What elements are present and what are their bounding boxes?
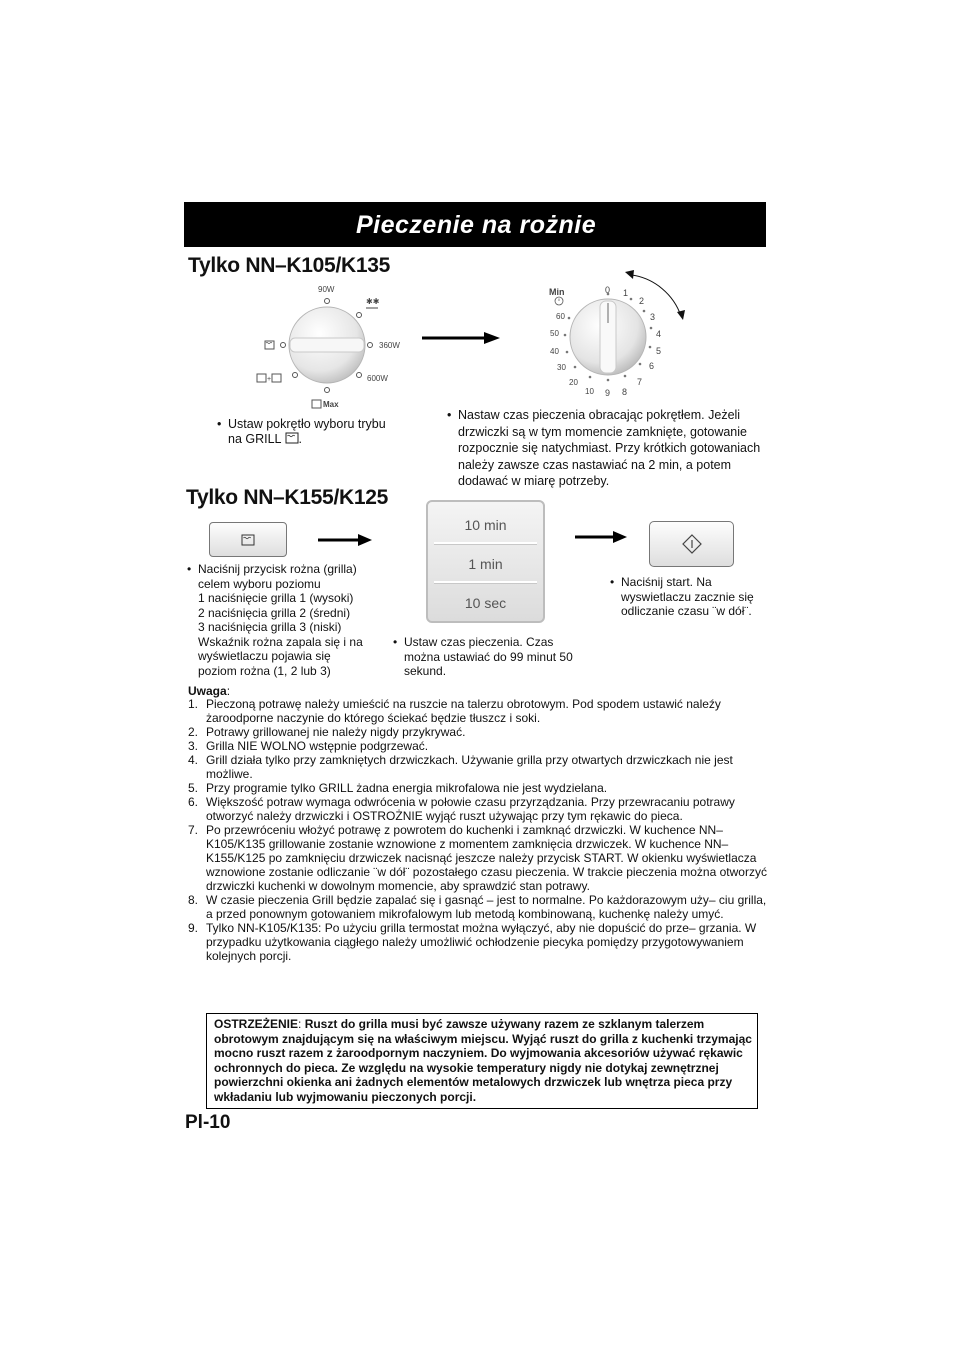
tick-9: 9 [605, 388, 611, 398]
timer-dial [545, 268, 695, 403]
start-icon [681, 533, 703, 555]
note-item: 7. Po przewróceniu włożyć potrawę z powrotem do kuchenki i zamknąć drzwiczki. W kuchence NN–K105/K135 grillowanie zostanie wznowione z momentem zamknięcia drzwiczek. W kuchence NN–K155/K125 po zamknięciu drzwiczek nacisnąć jeszcze należy przycisk START. W okienku wyświetlacza wznowione zostanie odliczanie ¨w dół¨ pozostałego czasu pieczenia. W trakcie pieczenia można otworzyć drzwiczki kuchenki w dowolnym momencie, aby sprawdzić stan potrawy. [188, 823, 767, 893]
one-minute-button[interactable]: 1 min [468, 556, 503, 572]
timer-unit-label: Min [549, 287, 565, 297]
defrost-icon [366, 297, 380, 308]
time-setting-panel [426, 500, 545, 623]
k105-step1-text: • Ustaw pokrętło wyboru trybu na GRILL . [217, 417, 386, 446]
svg-text:✱✱: ✱✱ [366, 297, 380, 306]
tick-8: 8 [622, 387, 628, 397]
note-item: 2. Potrawy grillowanej nie należy nigdy przykrywać. [188, 725, 466, 739]
tick-0: 0 [605, 285, 611, 295]
note-item: 8. W czasie pieczenia Grill będzie zapalać się i gasnąć – jest to normalne. Po każdorazowym uży– ciu grilla, a przed ponownym gotowaniem mikrofalowym lub metodą kombinowaną, kuchenkę należy umyć. [188, 893, 767, 921]
tick-2: 2 [639, 296, 645, 306]
dial1-label-600w: 600W [367, 374, 388, 383]
page-title: Pieczenie na rożnie [356, 211, 597, 239]
section-title-k155: Tylko NN–K155/K125 [186, 486, 388, 509]
grill-icon [285, 432, 299, 444]
tick-4: 4 [656, 329, 662, 339]
k155-step1-text: • Naciśnij przycisk rożna (grilla) celem wyboru poziomu 1 naciśnięcie grilla 1 (wysoki) 2 naciśnięcia grilla 2 (średni) 3 naciśnięcia grilla 3 (niski) Wskaźnik rożna zapala się i na wyświetlaczu pojawia się poziom rożna (1, 2 lub 3) [187, 562, 363, 678]
tick-6: 6 [649, 361, 655, 371]
tick-5: 5 [656, 346, 662, 356]
warning-label: OSTRZEŻENIE [214, 1017, 299, 1031]
k155-step2-text: • Ustaw czas pieczenia. Czas można ustawiać do 99 minut 50 sekund. [393, 635, 573, 678]
tick-40: 40 [550, 347, 559, 356]
note-item: 4. Grill działa tylko przy zamkniętych drzwiczkach. Używanie grilla przy otwartych drzwiczkach nie jest możliwe. [188, 753, 733, 781]
grill-icon [241, 534, 255, 546]
svg-text:+: + [267, 376, 272, 383]
section-title-k105: Tylko NN–K105/K135 [188, 254, 390, 277]
page-number: Pl-10 [185, 1112, 231, 1133]
mode-selector-dial [250, 282, 410, 412]
grill-button[interactable] [209, 522, 287, 557]
dial1-label-360w: 360W [379, 341, 400, 350]
tick-60: 60 [556, 312, 565, 321]
title-banner [184, 202, 766, 247]
notes-list [188, 697, 773, 963]
note-item: 9. Tylko NN-K105/K135: Po użyciu grilla termostat można wyłączyć, aby nie dopuścić do prze– grzania. W przypadku użytkowania ciągłego należy umożliwić ochłodzenie piecyka pomiędzy przygotowywaniem kolejnych porcji. [188, 921, 757, 963]
ten-minute-button[interactable]: 10 min [464, 517, 507, 533]
arrow-right-icon [422, 330, 502, 346]
note-item: 3. Grilla NIE WOLNO wstępnie podgrzewać. [188, 739, 429, 753]
note-item: 5. Przy programie tylko GRILL żadna energia mikrofalowa nie jest wydzielana. [188, 781, 608, 795]
combination-icon [257, 374, 281, 383]
microwave-icon [312, 400, 321, 408]
tick-1: 1 [623, 288, 629, 298]
tick-20: 20 [569, 378, 578, 387]
tick-50: 50 [550, 329, 559, 338]
k155-step3-text: • Naciśnij start. Na wyswietlaczu zacznie się odliczanie czasu ¨w dół¨. [610, 575, 754, 618]
k105-step2-text: • Nastaw czas pieczenia obracając pokrętłem. Jeżeli drzwiczki są w tym momencie zamknięte, gotowanie rozpocznie się natychmiast. Przy krótkich gotowaniach należy zawsze czas nastawiać na 2 min, a potem dodawać w miarę potrzeby. [447, 408, 761, 488]
arrow-right-icon [575, 529, 631, 545]
arrow-right-icon [318, 532, 374, 548]
start-button[interactable] [649, 521, 734, 567]
tick-7: 7 [637, 377, 643, 387]
dial1-label-90w: 90W [318, 285, 335, 294]
warning-text: Ruszt do grilla musi być zawsze używany razem ze szklanym talerzem obrotowym znajdującym się na właściwym miejscu. Wyjąć ruszt do grilla z kuchenki trzymając mocno ruszt razem z żaroodpornym naczyniem. Do wyjmowania akcesoriów używać rękawic ochronnych do pieca. Ze względu na wysokie temperatury nigdy nie dotykaj zewnętrznej powierzchni okienka ani żadnych elementów metalowych drzwiczek lub wnętrza pieca przy wkładaniu lub wyjmowaniu pieczonych porcji. [214, 1017, 752, 1104]
clock-icon [555, 297, 563, 305]
tick-10: 10 [585, 387, 594, 396]
ten-second-button[interactable]: 10 sec [464, 595, 507, 611]
dial1-label-max: Max [323, 400, 339, 409]
note-item: 6. Większość potraw wymaga odwrócenia w połowie czasu przyrządzania. Przy przewracaniu potrawy otworzyć należy drzwiczki i OSTROŻNIE wyjąć ruszt używając przy tym rękawic do pieca. [188, 795, 735, 823]
tick-3: 3 [650, 312, 656, 322]
tick-30: 30 [557, 363, 566, 372]
warning-box: OSTRZEŻENIE: Ruszt do grilla musi być zawsze używany razem ze szklanym talerzem obrotowym znajdującym się na właściwym miejscu. Wyjąć ruszt do grilla z kuchenki trzymając mocno ruszt razem z żaroodpornym naczyniem. Do wyjmowania akcesoriów używać rękawic ochronnych do pieca. Ze względu na wysokie temperatury nigdy nie dotykaj zewnętrznej powierzchni okienka ani żadnych elementów metalowych drzwiczek lub wnętrza pieca przy wkładaniu lub wyjmowaniu pieczonych porcji. [206, 1013, 758, 1109]
notes-title: Uwaga: [188, 684, 231, 698]
note-item: 1. Pieczoną potrawę należy umieścić na ruszcie na talerzu obrotowym. Pod spodem ustawić naleźy żaroodporne naczynie do którego ściekać będzie tłuszcz i soki. [188, 697, 721, 725]
grill-icon [265, 341, 274, 349]
